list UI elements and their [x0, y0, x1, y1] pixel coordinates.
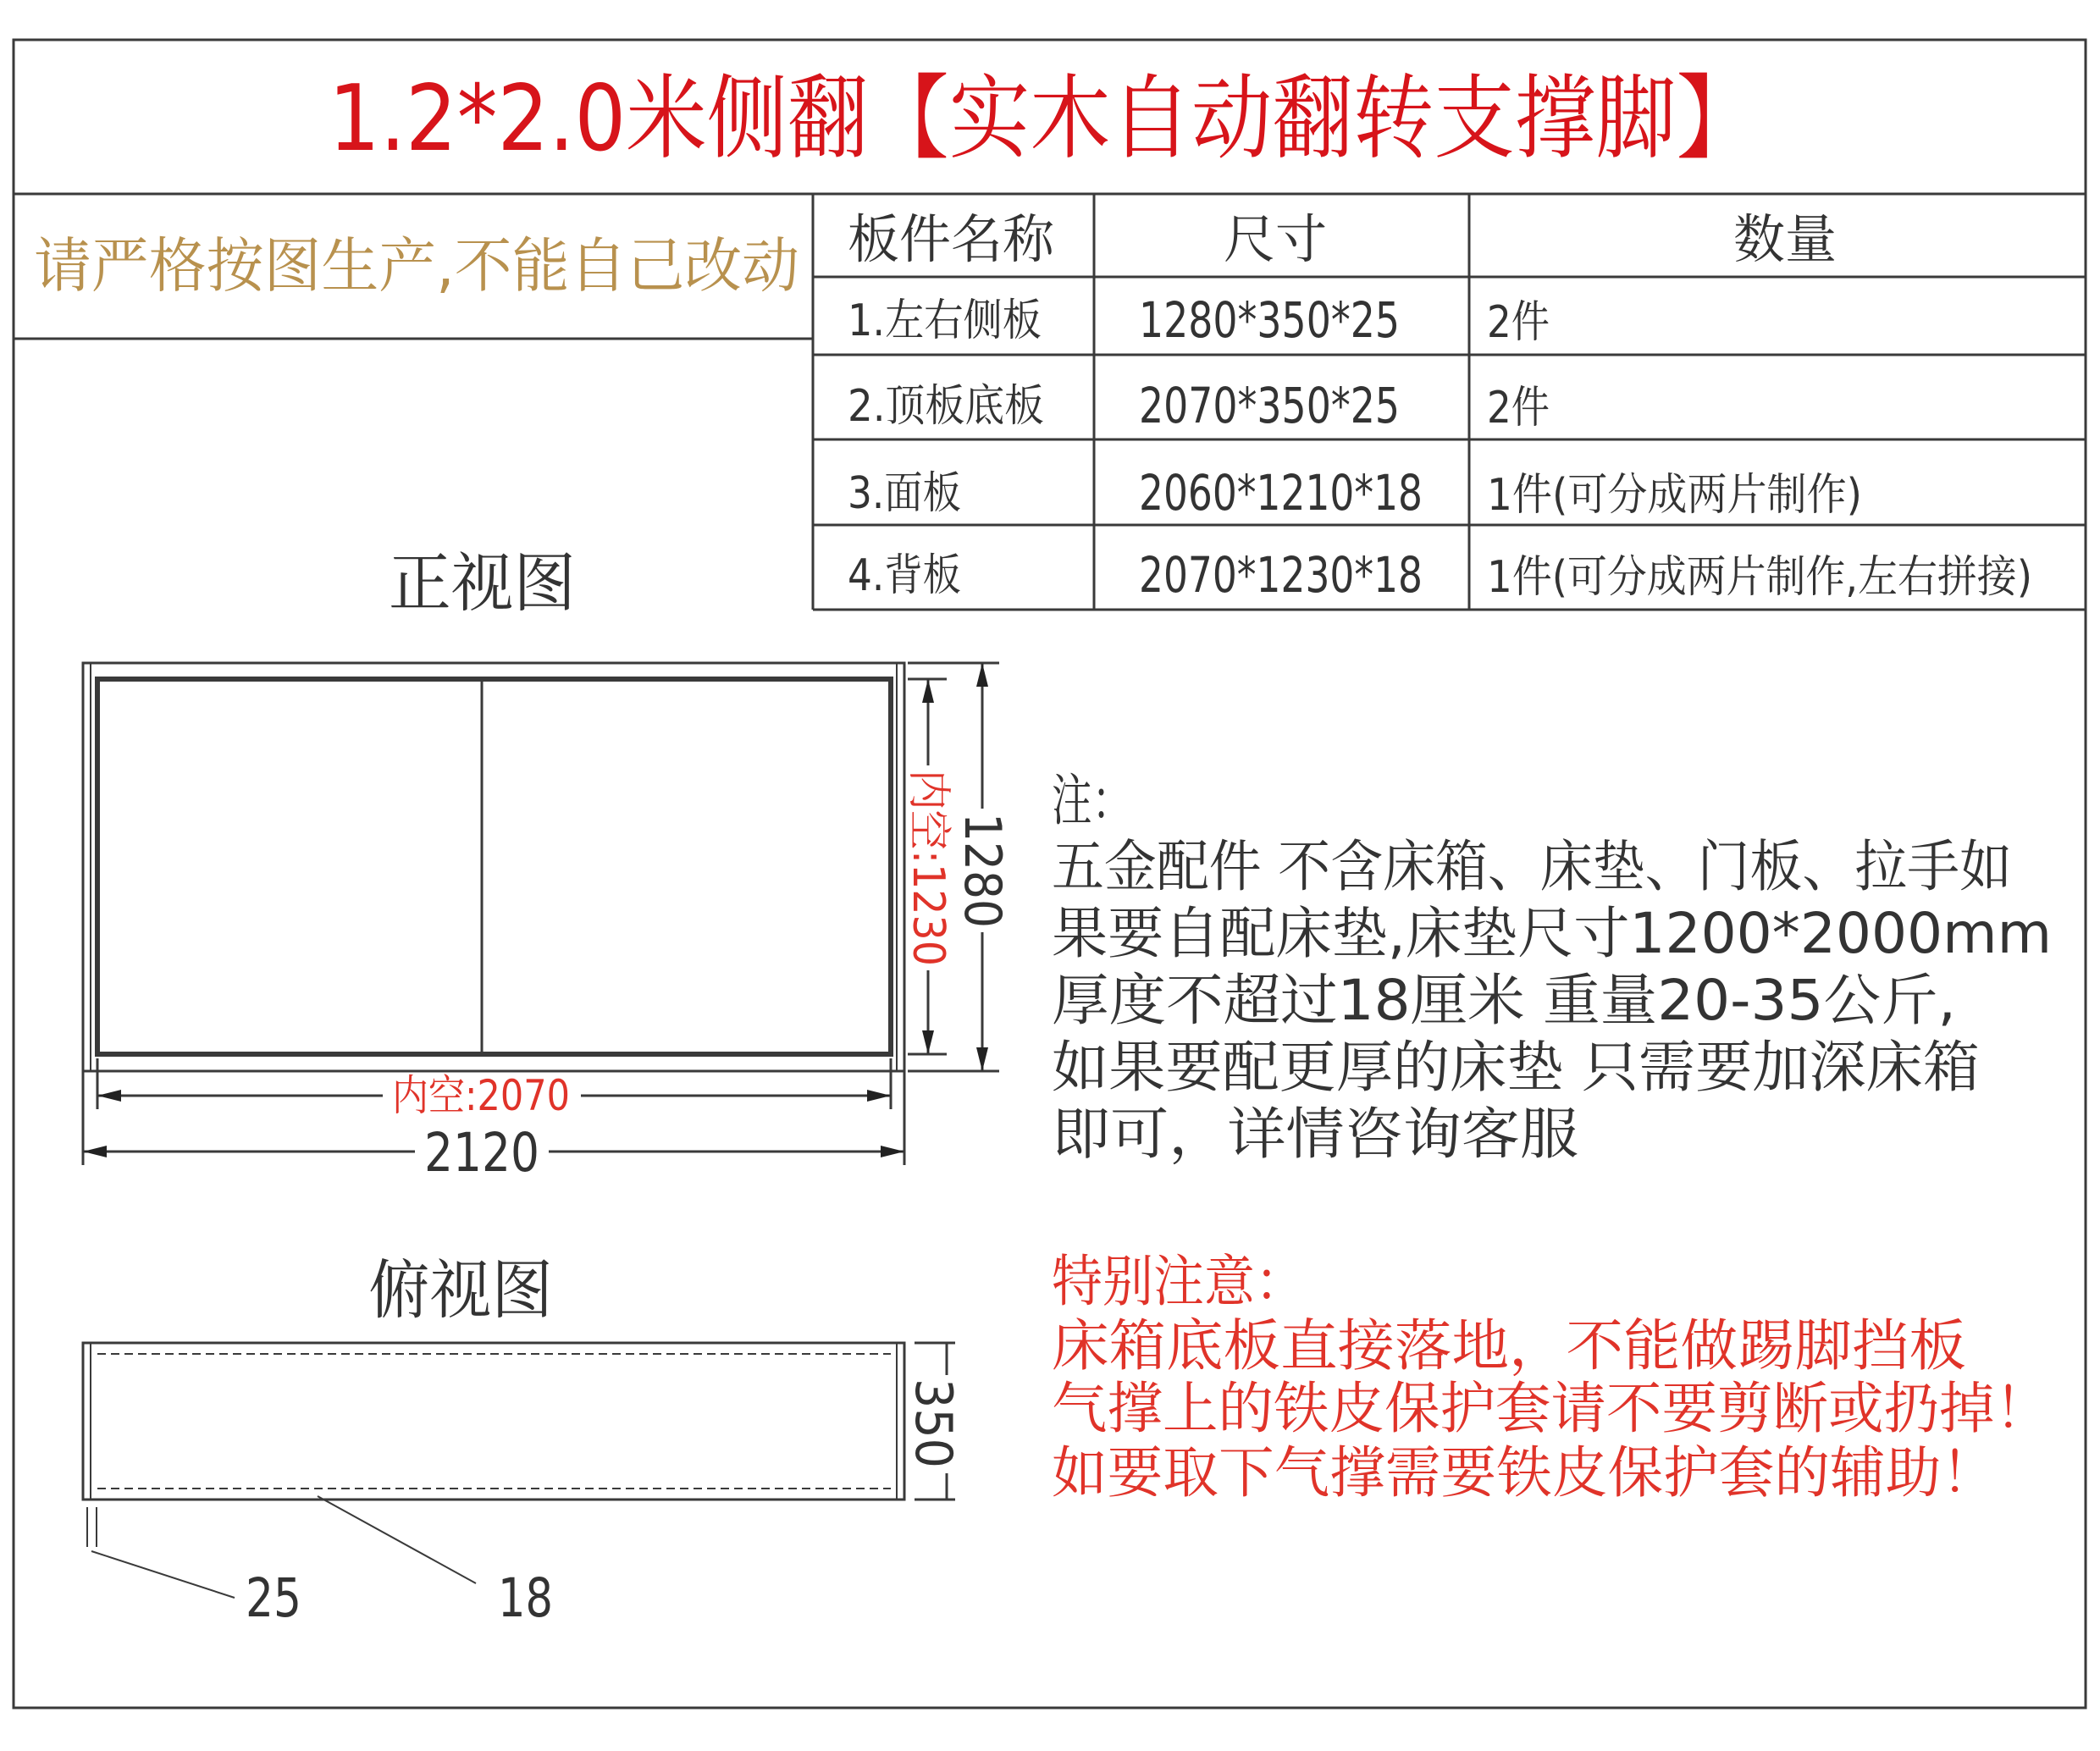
page-title: 1.2*2.0米侧翻【实木自动翻转支撑脚】: [329, 66, 1757, 172]
notes-line: 如果要配更厚的床垫 只需要加深床箱: [1052, 1035, 1980, 1100]
notes-line: 厚度不超过18厘米 重量20-35公斤,: [1052, 968, 1956, 1033]
special-notes-heading: 特别注意：: [1052, 1249, 1306, 1314]
part-size: 2070*350*25: [1139, 377, 1400, 434]
outer-width-label: 2120: [424, 1122, 539, 1184]
part-size: 1280*350*25: [1139, 291, 1400, 349]
part-quantity: 1件(可分成两片制作): [1487, 470, 1862, 521]
table-row: [848, 377, 1550, 434]
panel-thickness-label: 18: [498, 1567, 553, 1629]
side-thickness-label: 25: [246, 1567, 301, 1629]
table-row: [848, 291, 1550, 349]
special-notes-line: 床箱底板直接落地，不能做踢脚挡板: [1052, 1313, 1966, 1378]
table-header-quantity: 数量: [1733, 208, 1837, 270]
inner-width-label: 内空:2070: [392, 1071, 570, 1120]
top-view-label: 俯视图: [368, 1252, 553, 1328]
part-name: 2.顶板底板: [848, 381, 1044, 432]
table-row: [848, 546, 2032, 604]
part-name: 3.面板: [848, 468, 961, 519]
notes-line: 即可，详情咨询客服: [1052, 1102, 1578, 1167]
part-quantity: 2件: [1487, 297, 1550, 348]
top-view-drawing: [83, 1343, 904, 1500]
part-quantity: 2件: [1487, 383, 1550, 434]
depth-label: 350: [904, 1378, 963, 1476]
special-notes-line: 如要取下气撑需要铁皮保护套的辅助！: [1052, 1440, 1997, 1505]
front-view-label: 正视图: [389, 545, 576, 621]
table-header-name: 板件名称: [848, 208, 1055, 270]
special-notes-line: 气撑上的铁皮保护套请不要剪断或扔掉！: [1052, 1376, 2050, 1441]
inner-height-label: 内空:1230: [903, 770, 953, 985]
front-view-drawing: [83, 663, 904, 1071]
part-size: 2060*1210*18: [1139, 464, 1423, 522]
table-row: [848, 464, 1862, 522]
notes-line: 五金配件 不含床箱、床垫、门板、拉手如: [1052, 834, 2012, 899]
part-size: 2070*1230*18: [1139, 546, 1423, 604]
notes-heading: 注：: [1052, 768, 1132, 833]
outer-height-label: 1280: [953, 813, 1012, 942]
notes-line: 果要自配床垫,床垫尺寸1200*2000mm: [1052, 901, 2052, 966]
table-header-size: 尺寸: [1224, 208, 1327, 270]
production-instruction: 请严格按图生产,不能自己改动: [34, 231, 799, 301]
part-quantity: 1件(可分成两片制作,左右拼接): [1487, 552, 2032, 603]
part-name: 4.背板: [848, 550, 961, 601]
part-name: 1.左右侧板: [848, 296, 1042, 346]
